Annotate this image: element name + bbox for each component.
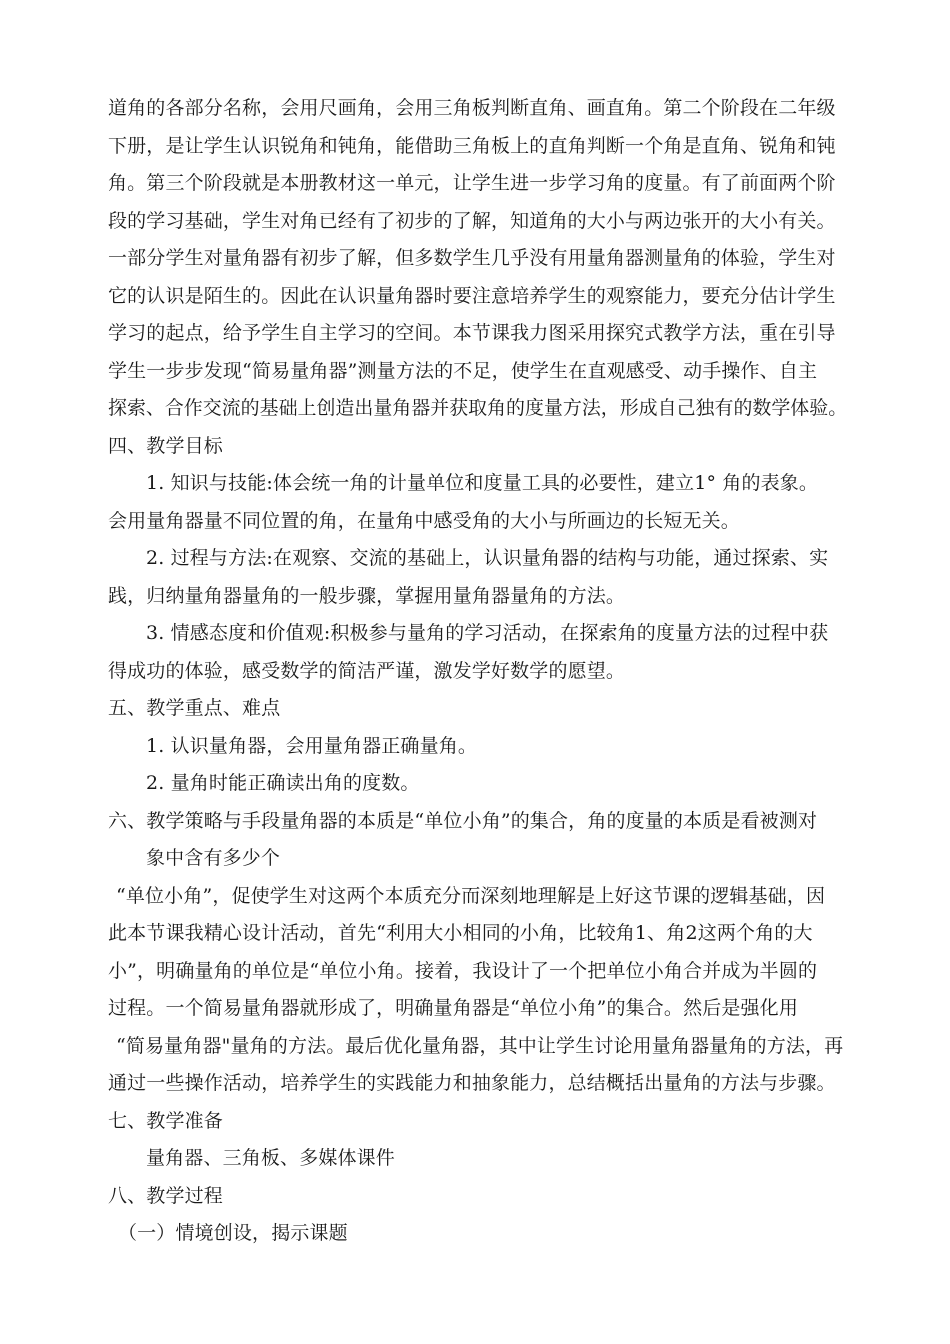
paragraph-line: 此本节课我精心设计活动，首先“利用大小相同的小角，比较角1、角2这两个角的大	[108, 922, 813, 944]
objective-item: 1. 知识与技能:体会统一角的计量单位和度量工具的必要性，建立1° 角的表象。	[146, 472, 819, 494]
key-point-item: 1. 认识量角器，会用量角器正确量角。	[146, 734, 478, 757]
paragraph-line: 量角器、三角板、多媒体课件	[146, 1147, 395, 1169]
section-heading: 六、教学策略与手段量角器的本质是“单位小角”的集合，角的度量的本质是看被测对	[108, 809, 818, 832]
section-heading: 八、教学过程	[108, 1184, 223, 1207]
paragraph-line: 得成功的体验，感受数学的简洁严谨，激发学好数学的愿望。	[108, 659, 626, 682]
section-heading: 七、教学准备	[108, 1109, 223, 1132]
objective-item: 3. 情感态度和价值观:积极参与量角的学习活动，在探索角的度量方法的过程中获	[146, 622, 829, 644]
paragraph-line: 践，归纳量角器量角的一般步骤，掌握用量角器量角的方法。	[108, 584, 626, 607]
key-point-item: 2. 量角时能正确读出角的度数。	[146, 772, 420, 794]
paragraph-line: 学习的起点，给予学生自主学习的空间。本节课我力图采用探究式教学方法，重在引导	[108, 322, 836, 344]
paragraph-line: 角。第三个阶段就是本册教材这一单元，让学生进一步学习角的度量。有了前面两个阶	[108, 172, 836, 194]
paragraph-line: 段的学习基础，学生对角已经有了初步的了解，知道角的大小与两边张开的大小有关。	[108, 209, 836, 232]
section-heading: 五、教学重点、难点	[108, 697, 281, 719]
paragraph-line: “单位小角”，促使学生对这两个本质充分而深刻地理解是上好这节课的逻辑基础，因	[116, 884, 826, 907]
paragraph-line: 一部分学生对量角器有初步了解，但多数学生几乎没有用量角器测量角的体验，学生对	[108, 247, 836, 269]
paragraph-line: 小”，明确量角的单位是“单位小角。接着，我设计了一个把单位小角合并成为半圆的	[108, 959, 818, 982]
paragraph-line: “简易量角器"量角的方法。最后优化量角器，其中让学生讨论用量角器量角的方法，再	[116, 1034, 844, 1057]
paragraph-line: 通过一些操作活动，培养学生的实践能力和抽象能力，总结概括出量角的方法与步骤。	[108, 1072, 836, 1094]
paragraph-line: 象中含有多少个	[146, 847, 281, 869]
paragraph-line: 它的认识是陌生的。因此在认识量角器时要注意培养学生的观察能力，要充分估计学生	[108, 284, 836, 307]
paragraph-line: 道角的各部分名称，会用尺画角，会用三角板判断直角、画直角。第二个阶段在二年级	[108, 97, 836, 119]
paragraph-line: 过程。一个简易量角器就形成了，明确量角器是“单位小角”的集合。然后是强化用	[108, 997, 798, 1019]
objective-item: 2. 过程与方法:在观察、交流的基础上，认识量角器的结构与功能，通过探索、实	[146, 547, 829, 569]
subsection-heading: （一）情境创设，揭示课题	[118, 1222, 348, 1244]
paragraph-line: 探索、合作交流的基础上创造出量角器并获取角的度量方法，形成自己独有的数学体验。	[108, 397, 848, 419]
document-body	[108, 90, 848, 1253]
section-heading: 四、教学目标	[108, 434, 223, 457]
paragraph-line: 会用量角器量不同位置的角，在量角中感受角的大小与所画边的长短无关。	[108, 509, 740, 532]
paragraph-line: 下册，是让学生认识锐角和钝角，能借助三角板上的直角判断一个角是直角、锐角和钝	[108, 134, 836, 157]
paragraph-line: 学生一步步发现“简易量角器”测量方法的不足，使学生在直观感受、动手操作、自主	[108, 359, 818, 382]
